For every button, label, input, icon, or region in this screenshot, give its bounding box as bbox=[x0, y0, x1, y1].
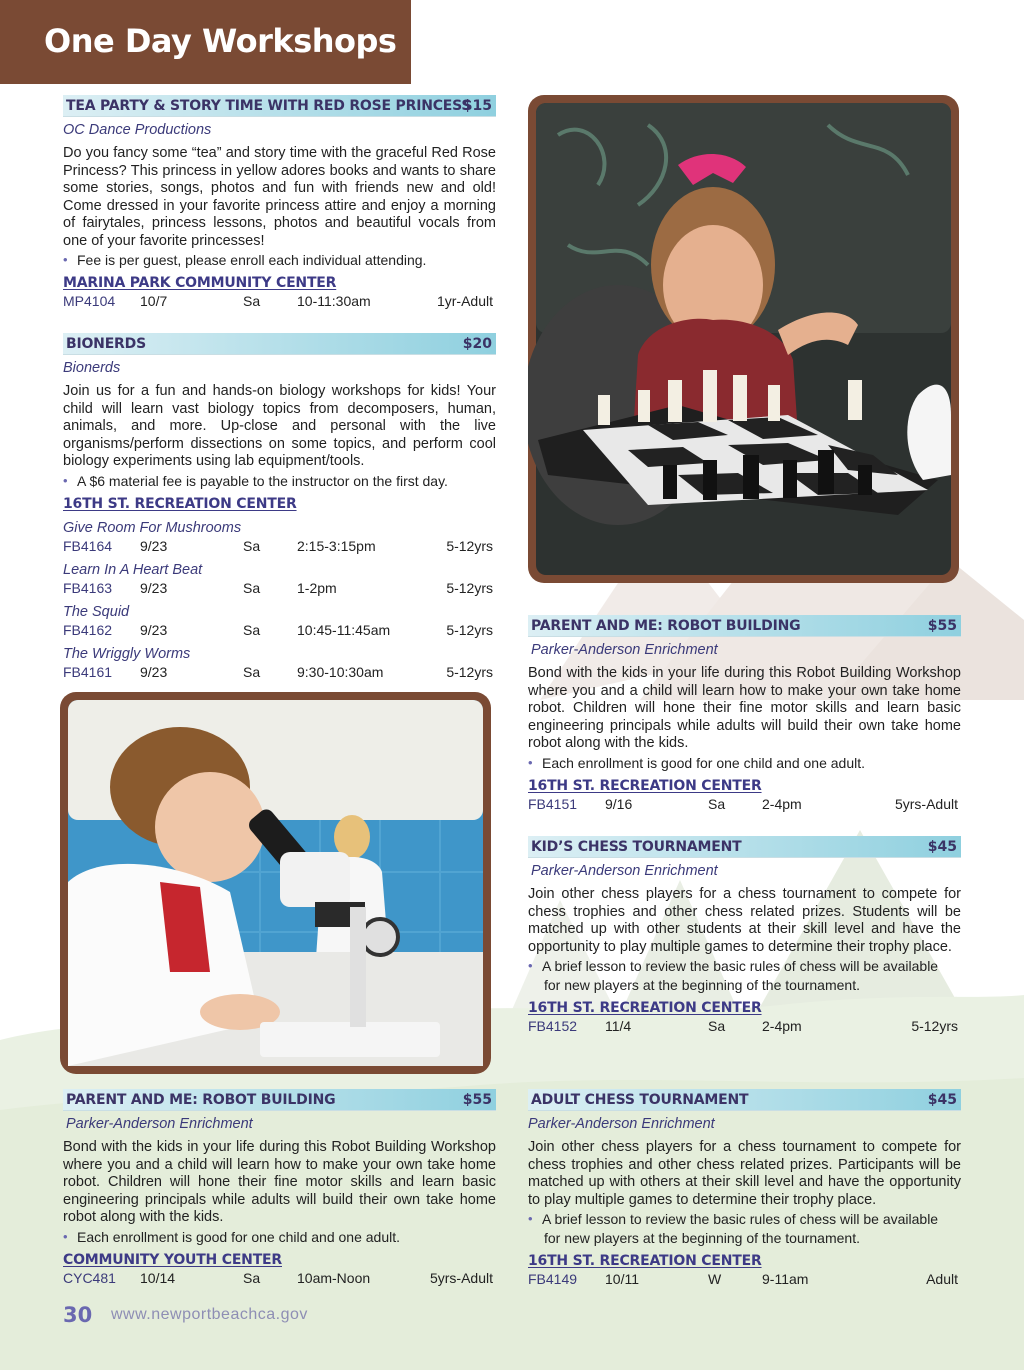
chess-photo bbox=[528, 95, 959, 583]
workshop-note: • Each enrollment is good for one child and one adult. bbox=[63, 1228, 400, 1245]
session-row bbox=[528, 1271, 961, 1289]
course-code: FB4162 bbox=[63, 621, 113, 638]
session-time: 2-4pm bbox=[762, 1018, 802, 1034]
session-row bbox=[528, 796, 961, 814]
session-date: 11/4 bbox=[605, 1018, 632, 1034]
bullet-icon: • bbox=[63, 472, 68, 488]
course-code: FB4164 bbox=[63, 537, 113, 554]
session-row bbox=[63, 622, 496, 640]
course-code: FB4163 bbox=[63, 579, 113, 596]
location-link[interactable]: 16TH ST. RECREATION CENTER bbox=[528, 1000, 762, 1016]
session-time: 1-2pm bbox=[297, 579, 337, 596]
session-age: 5-12yrs bbox=[446, 579, 493, 596]
location-link[interactable]: 16TH ST. RECREATION CENTER bbox=[63, 495, 297, 512]
workshop-provider: Parker-Anderson Enrichment bbox=[531, 642, 718, 658]
workshop-note: • Each enrollment is good for one child and one adult. bbox=[528, 754, 865, 771]
workshop-note-continued: for new players at the beginning of the tournament. bbox=[544, 1230, 860, 1246]
microscope-photo bbox=[60, 692, 491, 1074]
bullet-icon: • bbox=[528, 1211, 533, 1226]
session-day: Sa bbox=[243, 537, 261, 554]
location-link[interactable]: 16TH ST. RECREATION CENTER bbox=[528, 1253, 762, 1269]
session-age: Adult bbox=[926, 1271, 958, 1287]
bullet-icon: • bbox=[63, 1228, 68, 1244]
session-date: 9/23 bbox=[140, 621, 168, 638]
session-day: Sa bbox=[243, 293, 261, 309]
session-date: 9/23 bbox=[140, 537, 168, 554]
session-time: 2:15-3:15pm bbox=[297, 537, 376, 554]
session-date: 10/14 bbox=[140, 1269, 176, 1286]
bullet-icon: • bbox=[528, 958, 533, 973]
workshop-description: Bond with the kids in your life during this Robot Building Workshop where you and a child will learn how to make your own take home robot. Children will hone their fine motor skills and learn basic engineering principals while adults will build their own take home robot along with the kids. bbox=[63, 1139, 496, 1225]
workshop-note: • A brief lesson to review the basic rules of chess will be available bbox=[528, 958, 939, 974]
session-day: Sa bbox=[243, 1269, 261, 1286]
course-code: FB4161 bbox=[63, 663, 113, 680]
session-row bbox=[63, 580, 496, 598]
course-code: FB4149 bbox=[528, 1271, 578, 1287]
session-age: 5-12yrs bbox=[446, 663, 493, 680]
session-day: Sa bbox=[708, 795, 726, 812]
course-code: FB4151 bbox=[528, 795, 578, 812]
workshop-price: $55 bbox=[927, 618, 957, 634]
bullet-icon: • bbox=[528, 754, 533, 770]
session-name: The Wriggly Worms bbox=[63, 645, 191, 662]
course-code: FB4152 bbox=[528, 1018, 578, 1034]
workshop-title: ADULT CHESS TOURNAMENT bbox=[531, 1092, 749, 1108]
location-link[interactable]: COMMUNITY YOUTH CENTER bbox=[63, 1251, 282, 1268]
session-day: Sa bbox=[708, 1018, 726, 1034]
session-age: 5-12yrs bbox=[911, 1018, 958, 1034]
session-day: Sa bbox=[243, 663, 261, 680]
session-age: 5yrs-Adult bbox=[429, 1269, 493, 1286]
location-link[interactable]: 16TH ST. RECREATION CENTER bbox=[528, 777, 762, 794]
workshop-provider: Parker-Anderson Enrichment bbox=[528, 1116, 715, 1132]
workshop-title-bar bbox=[63, 95, 496, 117]
workshop-description: Join other chess players for a chess tournament to compete for chess trophies and other chess related prizes. Students will be matched up with other students at their skill level and have the opportunity to play multiple games to determine their trophy place. bbox=[528, 886, 961, 955]
workshop-provider: Parker-Anderson Enrichment bbox=[66, 1116, 253, 1132]
workshop-price: $20 bbox=[462, 336, 492, 352]
workshop-kids-chess bbox=[528, 836, 961, 1036]
session-age: 1yr-Adult bbox=[436, 293, 493, 309]
workshop-title-bar bbox=[528, 1089, 961, 1111]
workshop-adult-chess bbox=[528, 1089, 961, 1289]
page-header bbox=[0, 0, 411, 84]
page-number: 30 bbox=[63, 1303, 93, 1327]
session-day: Sa bbox=[243, 579, 261, 596]
course-code: MP4104 bbox=[63, 293, 116, 309]
workshop-price: $15 bbox=[462, 98, 492, 114]
location-link[interactable]: MARINA PARK COMMUNITY CENTER bbox=[63, 275, 337, 291]
workshop-title-bar bbox=[528, 615, 961, 637]
workshop-title: BIONERDS bbox=[66, 336, 146, 352]
workshop-description: Do you fancy some “tea” and story time with the graceful Red Rose Princess? This princess in yellow adores books and wants to share some stories, songs, photos and fun with friends new and old! Come dressed in your favorite princess attire and enjoy a morning of fairytales, princess lessons, photos and beautiful vocals from one of your favorite princesses! bbox=[63, 145, 496, 249]
workshop-note: • A brief lesson to review the basic rules of chess will be available bbox=[528, 1211, 939, 1227]
session-age: 5-12yrs bbox=[446, 537, 493, 554]
session-day: Sa bbox=[243, 621, 261, 638]
session-time: 2-4pm bbox=[762, 795, 802, 812]
workshop-title-bar bbox=[63, 333, 496, 355]
workshop-title-bar bbox=[528, 836, 961, 858]
page-title: One Day Workshops bbox=[44, 22, 397, 60]
session-row bbox=[63, 664, 496, 682]
workshop-note-continued: for new players at the beginning of the tournament. bbox=[544, 977, 860, 993]
session-name: The Squid bbox=[63, 603, 130, 620]
workshop-title-bar bbox=[63, 1089, 496, 1111]
workshop-description: Join other chess players for a chess tournament to compete for chess trophies and other chess related prizes. Participants will be matched up with others at their skill level and have the opportunity to play multiple games to determine their trophy place. bbox=[528, 1139, 961, 1208]
workshop-title: TEA PARTY & STORY TIME WITH RED ROSE PRINCESS bbox=[66, 98, 472, 114]
workshop-title: PARENT AND ME: ROBOT BUILDING bbox=[531, 618, 801, 634]
session-time: 10:45-11:45am bbox=[297, 621, 391, 638]
session-name: Give Room For Mushrooms bbox=[63, 519, 242, 536]
workshop-note: • Fee is per guest, please enroll each individual attending. bbox=[63, 252, 427, 268]
session-time: 9:30-10:30am bbox=[297, 663, 384, 680]
workshop-note: • A $6 material fee is payable to the instructor on the first day. bbox=[63, 472, 448, 489]
session-date: 9/23 bbox=[140, 579, 168, 596]
workshop-price: $45 bbox=[927, 1092, 957, 1108]
session-date: 9/16 bbox=[605, 795, 633, 812]
workshop-price: $45 bbox=[927, 839, 957, 855]
workshop-provider: Parker-Anderson Enrichment bbox=[531, 863, 718, 879]
session-name: Learn In A Heart Beat bbox=[63, 561, 203, 578]
session-time: 10-11:30am bbox=[297, 293, 371, 309]
session-row bbox=[528, 1018, 961, 1036]
website-link[interactable]: www.newportbeachca.gov bbox=[111, 1306, 308, 1323]
session-day: W bbox=[708, 1271, 722, 1287]
bullet-icon: • bbox=[63, 252, 68, 267]
session-time: 10am-Noon bbox=[297, 1269, 371, 1286]
session-row bbox=[63, 1270, 496, 1288]
session-row bbox=[63, 293, 496, 311]
workshop-robot-building-16th bbox=[528, 615, 961, 814]
workshop-bionerds bbox=[63, 333, 496, 682]
session-date: 10/7 bbox=[140, 293, 168, 309]
session-row bbox=[63, 538, 496, 556]
workshop-tea-party bbox=[63, 95, 496, 311]
session-time: 9-11am bbox=[762, 1271, 809, 1287]
session-date: 9/23 bbox=[140, 663, 168, 680]
workshop-title: KID’S CHESS TOURNAMENT bbox=[531, 839, 742, 855]
workshop-provider: OC Dance Productions bbox=[63, 122, 212, 138]
session-age: 5yrs-Adult bbox=[894, 795, 958, 812]
session-date: 10/11 bbox=[605, 1271, 639, 1287]
workshop-title: PARENT AND ME: ROBOT BUILDING bbox=[66, 1092, 336, 1108]
workshop-robot-building-cyc bbox=[63, 1089, 496, 1288]
workshop-description: Bond with the kids in your life during this Robot Building Workshop where you and a child will learn how to make your own take home robot. Children will hone their fine motor skills and learn basic engineering principals while adults will build their own take home robot along with the kids. bbox=[528, 665, 961, 751]
session-age: 5-12yrs bbox=[446, 621, 493, 638]
course-code: CYC481 bbox=[63, 1269, 116, 1286]
workshop-provider: Bionerds bbox=[63, 360, 121, 376]
workshop-price: $55 bbox=[462, 1092, 492, 1108]
workshop-description: Join us for a fun and hands-on biology workshops for kids! Your child will learn vast biology topics from decomposers, human, animals, and more. Up-close and personal with the live organisms/perform dissections on some topics, and perform cool biology experiments using lab equipment/tools. bbox=[63, 383, 496, 469]
